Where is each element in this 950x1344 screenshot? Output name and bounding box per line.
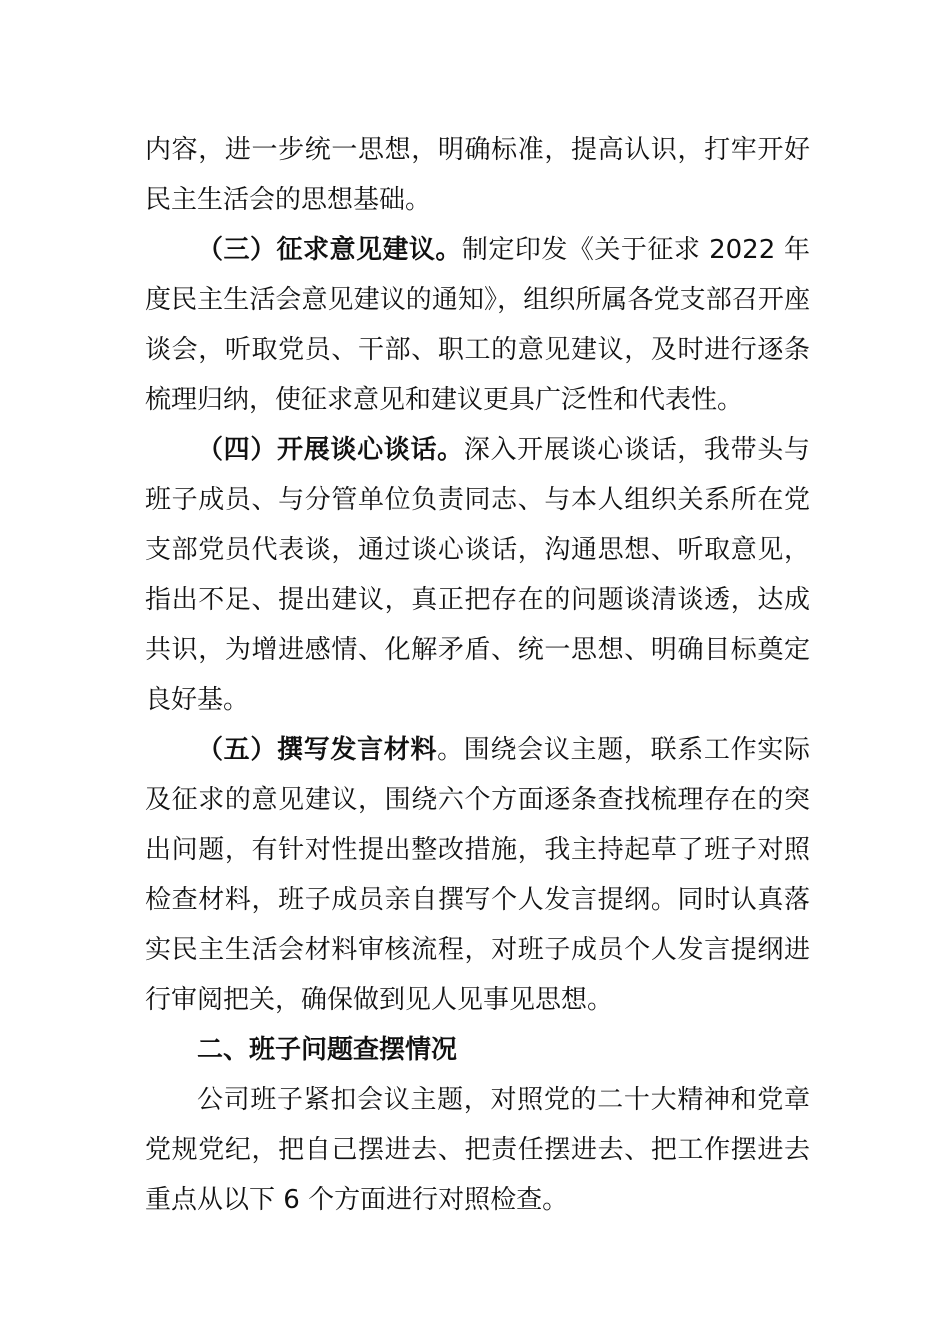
paragraph-body: 。围绕会议主题，联系工作实际及征求的意见建议，围绕六个方面逐条查找梳理存在的突出问题，有针对性提出整改措施，我主持起草了班子对照检查材料，班子成员亲自撰写个人发言提纲。同时认真落实民主生活会材料审核流程，对班子成员个人发言提纲进行审阅把关，确保做到见人见事见思想。 (145, 735, 810, 1015)
section-heading: 二、班子问题查摆情况 (197, 1035, 458, 1065)
paragraph-heading: （五）撰写发言材料 (197, 735, 438, 765)
paragraph-heading: （三）征求意见建议。 (197, 235, 462, 265)
paragraph-speech-materials (145, 725, 810, 1025)
paragraph-continuation (145, 125, 810, 225)
paragraph-solicit-opinions (145, 225, 810, 425)
paragraph-heart-to-heart-talks (145, 425, 810, 725)
paragraph-body: 内容，进一步统一思想，明确标准，提高认识，打牢开好民主生活会的思想基础。 (145, 135, 810, 215)
paragraph-closing: 公司班子紧扣会议主题，对照党的二十大精神和党章党规党纪，把自己摆进去、把责任摆进去、把工作摆进去重点从以下 6 个方面进行对照检查。 (145, 1085, 810, 1215)
document-body (145, 125, 810, 1225)
paragraph-body: 深入开展谈心谈话，我带头与班子成员、与分管单位负责同志、与本人组织关系所在党支部党员代表谈，通过谈心谈话，沟通思想、听取意见，指出不足、提出建议，真正把存在的问题谈清谈透，达成共识，为增进感情、化解矛盾、统一思想、明确目标奠定良好基。 (145, 435, 810, 715)
paragraph-body: 制定印发《关于征求 2022 年度民主生活会意见建议的通知》，组织所属各党支部召开座谈会，听取党员、干部、职工的意见建议，及时进行逐条梳理归纳，使征求意见和建议更具广泛性和代表性。 (145, 235, 810, 415)
paragraph-heading: （四）开展谈心谈话。 (197, 435, 464, 465)
